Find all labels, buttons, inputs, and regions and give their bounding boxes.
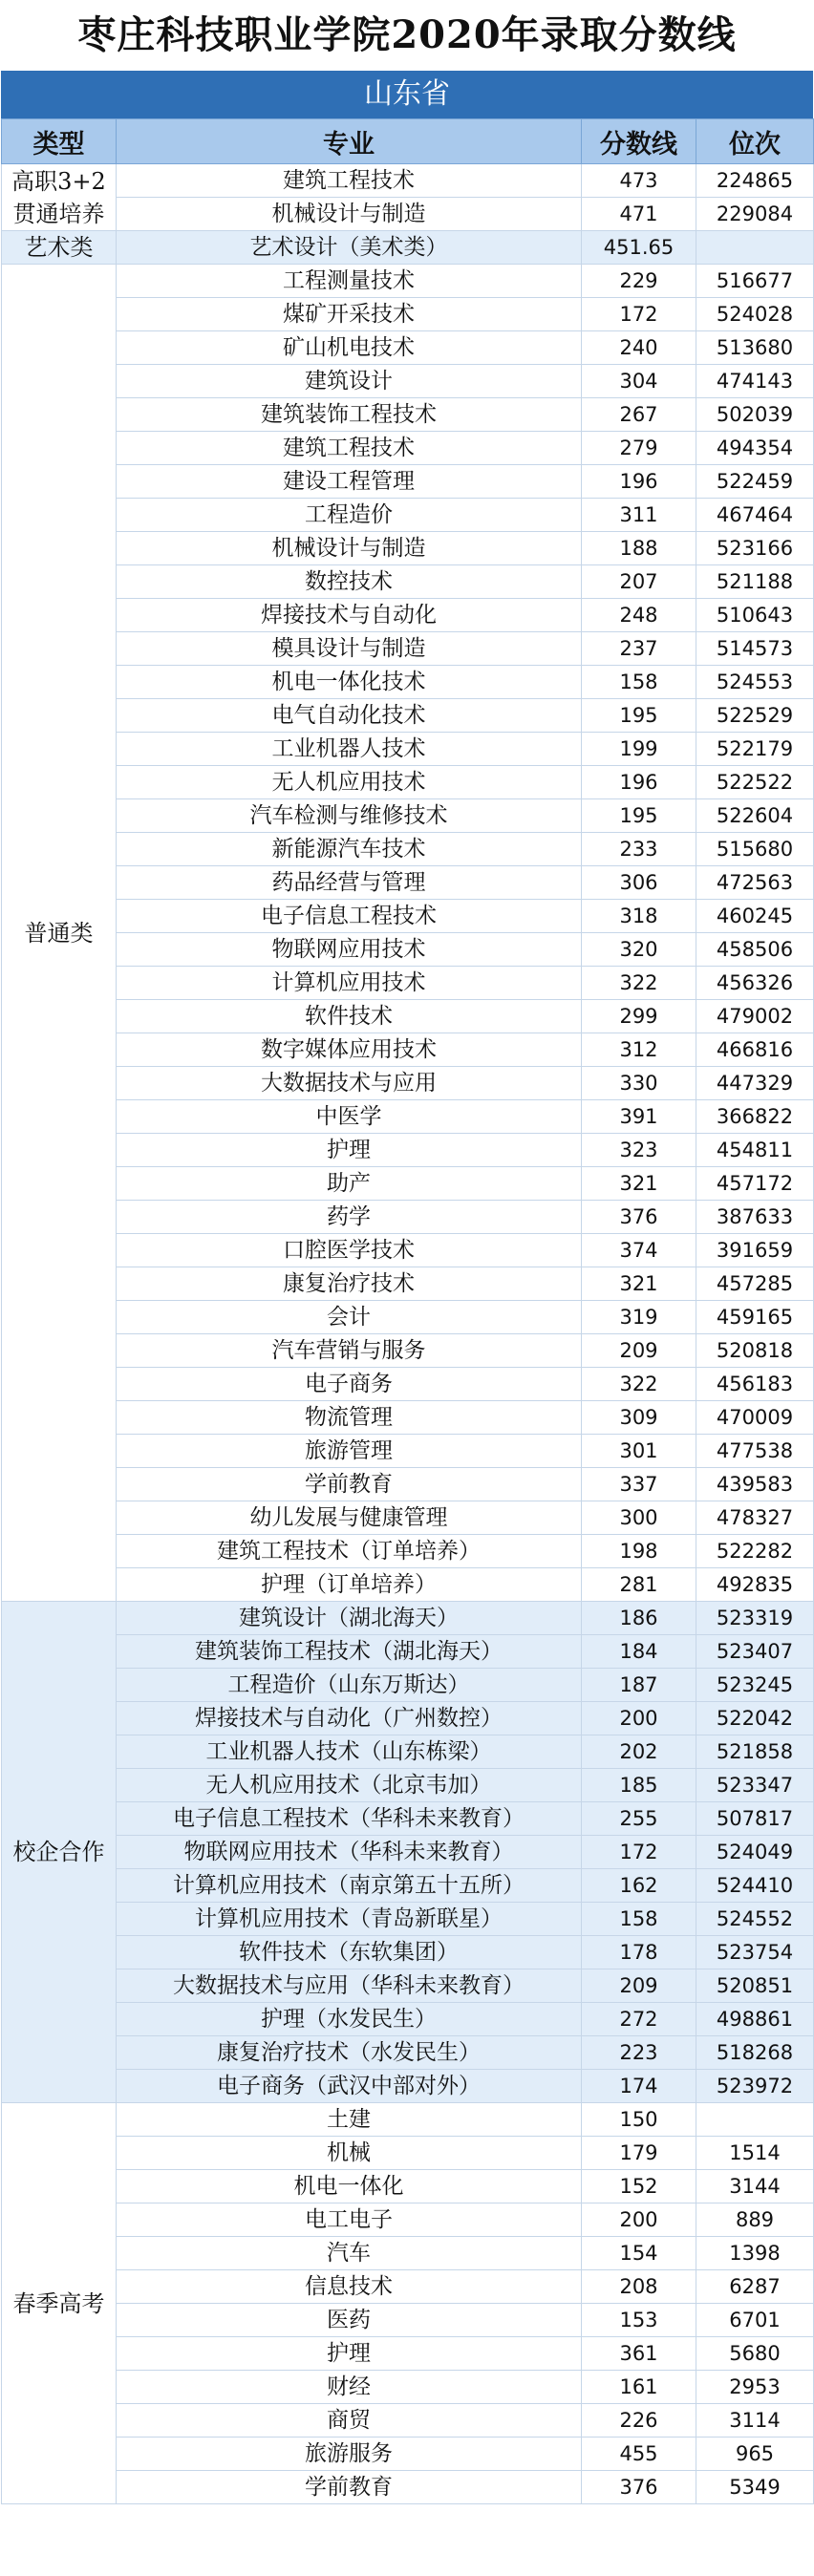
score-cell: 318: [582, 900, 696, 933]
major-cell: 建筑设计: [117, 365, 582, 398]
score-cell: 202: [582, 1735, 696, 1769]
score-cell: 320: [582, 933, 696, 967]
major-cell: 物流管理: [117, 1401, 582, 1435]
major-cell: 建筑工程技术: [117, 432, 582, 465]
table-row: [2, 666, 814, 699]
major-cell: 建设工程管理: [117, 465, 582, 499]
score-cell: 376: [582, 1201, 696, 1234]
table-row: [2, 2203, 814, 2237]
rank-cell: 387633: [696, 1201, 814, 1234]
table-body: [2, 164, 814, 2504]
major-cell: 信息技术: [117, 2270, 582, 2304]
score-cell: 223: [582, 2036, 696, 2070]
major-cell: 中医学: [117, 1100, 582, 1134]
table-row: [2, 198, 814, 231]
major-cell: 汽车检测与维修技术: [117, 799, 582, 833]
major-cell: 大数据技术与应用: [117, 1067, 582, 1100]
table-row: [2, 331, 814, 365]
rank-cell: 454811: [696, 1134, 814, 1167]
table-row: [2, 2371, 814, 2404]
score-cell: 311: [582, 499, 696, 532]
score-cell: 154: [582, 2237, 696, 2270]
rank-cell: 524049: [696, 1836, 814, 1869]
category-cell: 校企合作: [2, 1602, 117, 2103]
table-row: [2, 1334, 814, 1368]
score-cell: 172: [582, 1836, 696, 1869]
rank-cell: 514573: [696, 632, 814, 666]
table-row: [2, 2237, 814, 2270]
table-row: [2, 833, 814, 866]
table-row: [2, 365, 814, 398]
table-row: [2, 967, 814, 1000]
major-cell: 大数据技术与应用（华科未来教育）: [117, 1969, 582, 2003]
rank-cell: 229084: [696, 198, 814, 231]
score-cell: 322: [582, 1368, 696, 1401]
major-cell: 物联网应用技术: [117, 933, 582, 967]
score-cell: 304: [582, 365, 696, 398]
rank-cell: 513680: [696, 331, 814, 365]
rank-cell: 522282: [696, 1535, 814, 1568]
rank-cell: 523245: [696, 1669, 814, 1702]
table-row: [2, 1969, 814, 2003]
rank-cell: 6701: [696, 2304, 814, 2337]
major-cell: 学前教育: [117, 2471, 582, 2504]
table-row: [2, 599, 814, 632]
score-cell: 186: [582, 1602, 696, 1635]
major-cell: 软件技术（东软集团）: [117, 1936, 582, 1969]
rank-cell: 521188: [696, 565, 814, 599]
table-row: [2, 1368, 814, 1401]
rank-cell: 3114: [696, 2404, 814, 2438]
score-cell: 319: [582, 1301, 696, 1334]
score-cell: 337: [582, 1468, 696, 1501]
score-cell: 188: [582, 532, 696, 565]
major-cell: 口腔医学技术: [117, 1234, 582, 1267]
table-row: [2, 1836, 814, 1869]
major-cell: 无人机应用技术（北京韦加）: [117, 1769, 582, 1802]
rank-cell: 522042: [696, 1702, 814, 1735]
rank-cell: 472563: [696, 866, 814, 900]
score-cell: 150: [582, 2103, 696, 2137]
score-cell: 153: [582, 2304, 696, 2337]
table-row: [2, 1735, 814, 1769]
score-cell: 323: [582, 1134, 696, 1167]
major-cell: 机电一体化技术: [117, 666, 582, 699]
major-cell: 商贸: [117, 2404, 582, 2438]
table-row: [2, 632, 814, 666]
major-cell: 电子商务（武汉中部对外）: [117, 2070, 582, 2103]
score-cell: 374: [582, 1234, 696, 1267]
rank-cell: 457285: [696, 1267, 814, 1301]
score-cell: 184: [582, 1635, 696, 1669]
rank-cell: 507817: [696, 1802, 814, 1836]
rank-cell: 522522: [696, 766, 814, 799]
major-cell: 工业机器人技术（山东栋梁）: [117, 1735, 582, 1769]
score-cell: 391: [582, 1100, 696, 1134]
rank-cell: 522604: [696, 799, 814, 833]
major-cell: 数字媒体应用技术: [117, 1033, 582, 1067]
score-cell: 158: [582, 1903, 696, 1936]
score-cell: 229: [582, 265, 696, 298]
page-title: 枣庄科技职业学院2020年录取分数线: [77, 12, 737, 57]
score-cell: 376: [582, 2471, 696, 2504]
score-cell: 233: [582, 833, 696, 866]
category-cell: 高职3+2贯通培养: [2, 164, 117, 231]
category-cell: 普通类: [2, 265, 117, 1602]
rank-cell: 522179: [696, 733, 814, 766]
rank-cell: 522459: [696, 465, 814, 499]
rank-cell: 470009: [696, 1401, 814, 1435]
major-cell: 无人机应用技术: [117, 766, 582, 799]
table-row: [2, 2337, 814, 2371]
table-row: [2, 933, 814, 967]
major-cell: 工业机器人技术: [117, 733, 582, 766]
major-cell: 电子信息工程技术: [117, 900, 582, 933]
table-row: [2, 1669, 814, 1702]
rank-cell: 523319: [696, 1602, 814, 1635]
rank-cell: 5349: [696, 2471, 814, 2504]
major-cell: 焊接技术与自动化（广州数控）: [117, 1702, 582, 1735]
score-cell: 178: [582, 1936, 696, 1969]
score-cell: 279: [582, 432, 696, 465]
rank-cell: 521858: [696, 1735, 814, 1769]
table-row: [2, 900, 814, 933]
score-cell: 299: [582, 1000, 696, 1033]
major-cell: 工程造价: [117, 499, 582, 532]
major-cell: 矿山机电技术: [117, 331, 582, 365]
table-row: [2, 1401, 814, 1435]
rank-cell: 502039: [696, 398, 814, 432]
rank-cell: 477538: [696, 1435, 814, 1468]
rank-cell: 447329: [696, 1067, 814, 1100]
rank-cell: 523754: [696, 1936, 814, 1969]
major-cell: 电气自动化技术: [117, 699, 582, 733]
score-cell: 196: [582, 465, 696, 499]
score-cell: 199: [582, 733, 696, 766]
score-cell: 248: [582, 599, 696, 632]
rank-cell: 524553: [696, 666, 814, 699]
major-cell: 煤矿开采技术: [117, 298, 582, 331]
major-cell: 汽车: [117, 2237, 582, 2270]
score-cell: 309: [582, 1401, 696, 1435]
score-cell: 158: [582, 666, 696, 699]
rank-cell: 439583: [696, 1468, 814, 1501]
score-cell: 272: [582, 2003, 696, 2036]
major-cell: 建筑设计（湖北海天）: [117, 1602, 582, 1635]
table-row: [2, 1167, 814, 1201]
rank-cell: 522529: [696, 699, 814, 733]
rank-cell: 965: [696, 2438, 814, 2471]
rank-cell: 494354: [696, 432, 814, 465]
major-cell: 机械设计与制造: [117, 532, 582, 565]
table-row: [2, 1635, 814, 1669]
rank-cell: 523347: [696, 1769, 814, 1802]
rank-cell: 2953: [696, 2371, 814, 2404]
score-cell: 200: [582, 2203, 696, 2237]
rank-cell: 366822: [696, 1100, 814, 1134]
category-cell: 艺术类: [2, 231, 117, 265]
rank-cell: 479002: [696, 1000, 814, 1033]
score-cell: 267: [582, 398, 696, 432]
rank-cell: 520818: [696, 1334, 814, 1368]
score-cell: 174: [582, 2070, 696, 2103]
score-cell: 306: [582, 866, 696, 900]
major-cell: 工程造价（山东万斯达）: [117, 1669, 582, 1702]
table-row: [2, 2070, 814, 2103]
major-cell: 艺术设计（美术类）: [117, 231, 582, 265]
score-cell: 185: [582, 1769, 696, 1802]
table-row: [2, 2404, 814, 2438]
major-cell: 汽车营销与服务: [117, 1334, 582, 1368]
table-row: [2, 465, 814, 499]
major-cell: 会计: [117, 1301, 582, 1334]
major-cell: 财经: [117, 2371, 582, 2404]
score-cell: 455: [582, 2438, 696, 2471]
table-row: [2, 1201, 814, 1234]
score-cell: 281: [582, 1568, 696, 1602]
table-row: [2, 532, 814, 565]
table-row: [2, 265, 814, 298]
rank-cell: 467464: [696, 499, 814, 532]
score-cell: 207: [582, 565, 696, 599]
rank-cell: 478327: [696, 1501, 814, 1535]
rank-cell: 6287: [696, 2270, 814, 2304]
major-cell: 软件技术: [117, 1000, 582, 1033]
score-cell: 321: [582, 1167, 696, 1201]
table-row: [2, 231, 814, 265]
rank-cell: 516677: [696, 265, 814, 298]
rank-cell: 518268: [696, 2036, 814, 2070]
score-cell: 471: [582, 198, 696, 231]
score-cell: 172: [582, 298, 696, 331]
table-row: [2, 499, 814, 532]
category-cell: 春季高考: [2, 2103, 117, 2504]
table-row: [2, 1769, 814, 1802]
table-header-row: [2, 119, 814, 164]
score-cell: 200: [582, 1702, 696, 1735]
table-row: [2, 1000, 814, 1033]
table-row: [2, 1134, 814, 1167]
table-row: [2, 1501, 814, 1535]
major-cell: 计算机应用技术: [117, 967, 582, 1000]
rank-cell: 515680: [696, 833, 814, 866]
rank-cell: 456326: [696, 967, 814, 1000]
table-row: [2, 1602, 814, 1635]
major-cell: 计算机应用技术（南京第五十五所）: [117, 1869, 582, 1903]
score-cell: 330: [582, 1067, 696, 1100]
rank-cell: 466816: [696, 1033, 814, 1067]
table-row: [2, 2304, 814, 2337]
table-row: [2, 1702, 814, 1735]
score-cell: 196: [582, 766, 696, 799]
rank-cell: 5680: [696, 2337, 814, 2371]
score-cell: 237: [582, 632, 696, 666]
rank-cell: 391659: [696, 1234, 814, 1267]
header-score: 分数线: [582, 119, 696, 164]
major-cell: 电子商务: [117, 1368, 582, 1401]
table-row: [2, 398, 814, 432]
major-cell: 工程测量技术: [117, 265, 582, 298]
major-cell: 数控技术: [117, 565, 582, 599]
rank-cell: 524028: [696, 298, 814, 331]
table-row: [2, 1802, 814, 1836]
score-cell: 195: [582, 699, 696, 733]
province-banner: 山东省: [1, 71, 813, 118]
score-cell: 322: [582, 967, 696, 1000]
major-cell: 建筑装饰工程技术: [117, 398, 582, 432]
major-cell: 护理（订单培养）: [117, 1568, 582, 1602]
major-cell: 学前教育: [117, 1468, 582, 1501]
table-row: [2, 2137, 814, 2170]
table-row: [2, 298, 814, 331]
score-cell: 187: [582, 1669, 696, 1702]
score-cell: 195: [582, 799, 696, 833]
table-row: [2, 1234, 814, 1267]
table-row: [2, 1535, 814, 1568]
table-row: [2, 1435, 814, 1468]
table-row: [2, 1869, 814, 1903]
major-cell: 旅游管理: [117, 1435, 582, 1468]
rank-cell: 1514: [696, 2137, 814, 2170]
rank-cell: 457172: [696, 1167, 814, 1201]
major-cell: 护理: [117, 1134, 582, 1167]
header-major: 专业: [117, 119, 582, 164]
major-cell: 医药: [117, 2304, 582, 2337]
table-row: [2, 1936, 814, 1969]
table-row: [2, 565, 814, 599]
header-category: 类型: [2, 119, 117, 164]
major-cell: 药学: [117, 1201, 582, 1234]
table-row: [2, 699, 814, 733]
table-row: [2, 866, 814, 900]
rank-cell: 1398: [696, 2237, 814, 2270]
major-cell: 建筑工程技术（订单培养）: [117, 1535, 582, 1568]
major-cell: 旅游服务: [117, 2438, 582, 2471]
table-row: [2, 2170, 814, 2203]
score-cell: 152: [582, 2170, 696, 2203]
rank-cell: 524552: [696, 1903, 814, 1936]
rank-cell: 498861: [696, 2003, 814, 2036]
table-row: [2, 2103, 814, 2137]
score-cell: 226: [582, 2404, 696, 2438]
major-cell: 机械: [117, 2137, 582, 2170]
major-cell: 焊接技术与自动化: [117, 599, 582, 632]
major-cell: 电工电子: [117, 2203, 582, 2237]
table-row: [2, 2270, 814, 2304]
score-cell: 255: [582, 1802, 696, 1836]
score-cell: 209: [582, 1969, 696, 2003]
major-cell: 建筑装饰工程技术（湖北海天）: [117, 1635, 582, 1669]
major-cell: 机电一体化: [117, 2170, 582, 2203]
major-cell: 护理: [117, 2337, 582, 2371]
score-cell: 162: [582, 1869, 696, 1903]
score-cell: 209: [582, 1334, 696, 1368]
major-cell: 幼儿发展与健康管理: [117, 1501, 582, 1535]
table-row: [2, 766, 814, 799]
table-row: [2, 1468, 814, 1501]
rank-cell: 889: [696, 2203, 814, 2237]
table-row: [2, 1033, 814, 1067]
table-row: [2, 799, 814, 833]
score-cell: 179: [582, 2137, 696, 2170]
table-row: [2, 1267, 814, 1301]
score-cell: 161: [582, 2371, 696, 2404]
rank-cell: 474143: [696, 365, 814, 398]
major-cell: 药品经营与管理: [117, 866, 582, 900]
table-row: [2, 1568, 814, 1602]
rank-cell: 492835: [696, 1568, 814, 1602]
major-cell: 物联网应用技术（华科未来教育）: [117, 1836, 582, 1869]
score-cell: 321: [582, 1267, 696, 1301]
score-cell: 301: [582, 1435, 696, 1468]
table-row: [2, 2471, 814, 2504]
major-cell: 护理（水发民生）: [117, 2003, 582, 2036]
score-cell: 208: [582, 2270, 696, 2304]
score-cell: 361: [582, 2337, 696, 2371]
rank-cell: 523166: [696, 532, 814, 565]
rank-cell: 224865: [696, 164, 814, 198]
major-cell: 电子信息工程技术（华科未来教育）: [117, 1802, 582, 1836]
score-cell: 240: [582, 331, 696, 365]
table-row: [2, 164, 814, 198]
rank-cell: 523407: [696, 1635, 814, 1669]
major-cell: 康复治疗技术: [117, 1267, 582, 1301]
rank-cell: 459165: [696, 1301, 814, 1334]
score-cell: 312: [582, 1033, 696, 1067]
major-cell: 土建: [117, 2103, 582, 2137]
score-cell: 451.65: [582, 231, 696, 265]
rank-cell: 460245: [696, 900, 814, 933]
major-cell: 助产: [117, 1167, 582, 1201]
table-row: [2, 2036, 814, 2070]
rank-cell: [696, 231, 814, 265]
rank-cell: [696, 2103, 814, 2137]
major-cell: 建筑工程技术: [117, 164, 582, 198]
rank-cell: 456183: [696, 1368, 814, 1401]
rank-cell: 524410: [696, 1869, 814, 1903]
table-row: [2, 1903, 814, 1936]
score-cell: 198: [582, 1535, 696, 1568]
major-cell: 康复治疗技术（水发民生）: [117, 2036, 582, 2070]
major-cell: 模具设计与制造: [117, 632, 582, 666]
major-cell: 机械设计与制造: [117, 198, 582, 231]
rank-cell: 523972: [696, 2070, 814, 2103]
rank-cell: 3144: [696, 2170, 814, 2203]
score-cell: 473: [582, 164, 696, 198]
header-rank: 位次: [696, 119, 814, 164]
table-row: [2, 1301, 814, 1334]
table-row: [2, 2438, 814, 2471]
major-cell: 新能源汽车技术: [117, 833, 582, 866]
table-row: [2, 2003, 814, 2036]
major-cell: 计算机应用技术（青岛新联星）: [117, 1903, 582, 1936]
rank-cell: 510643: [696, 599, 814, 632]
table-row: [2, 432, 814, 465]
score-cell: 300: [582, 1501, 696, 1535]
admission-score-table: [1, 118, 814, 2504]
table-row: [2, 733, 814, 766]
rank-cell: 520851: [696, 1969, 814, 2003]
table-row: [2, 1067, 814, 1100]
table-row: [2, 1100, 814, 1134]
rank-cell: 458506: [696, 933, 814, 967]
